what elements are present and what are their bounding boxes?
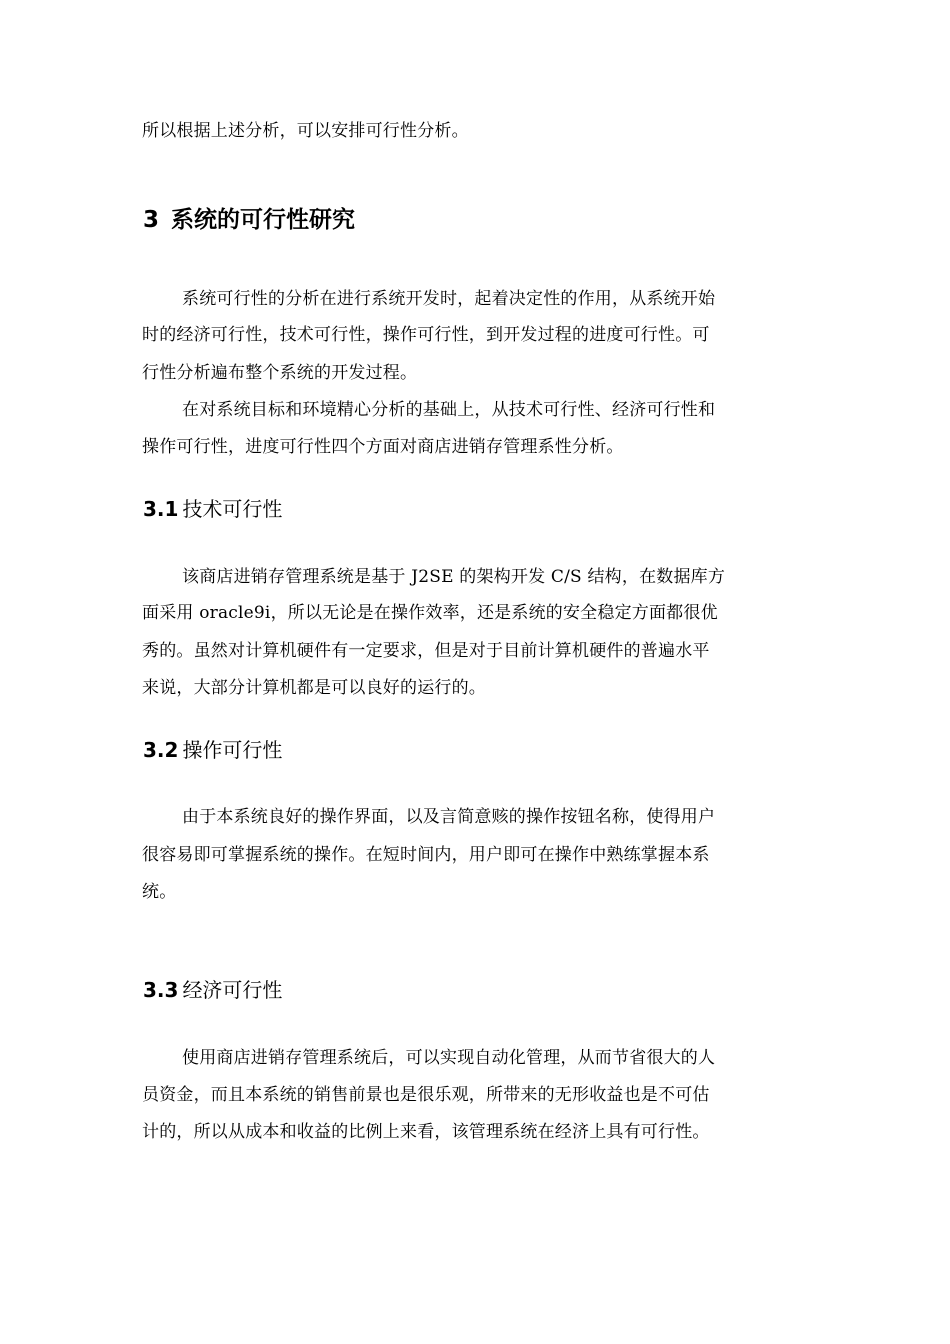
section-3-1-number: 3.1 [143, 497, 179, 521]
section-3-1-title: 技术可行性 [182, 497, 283, 521]
section-3-1-line-4: 来说，大部分计算机都是可以良好的运行的。 [142, 678, 486, 698]
section-3-2-heading [143, 736, 282, 764]
section-3-p1-line-1: 系统可行性的分析在进行系统开发时，起着决定性的作用，从系统开始 [182, 289, 716, 309]
section-3-3-line-1: 使用商店进销存管理系统后，可以实现自动化管理，从而节省很大的人 [182, 1048, 716, 1068]
section-3-1-line-1: 该商店进销存管理系统是基于 J2SE 的架构开发 C/S 结构，在数据库方 [182, 567, 726, 587]
section-3-p2-line-1: 在对系统目标和环境精心分析的基础上，从技术可行性、经济可行性和 [182, 400, 716, 420]
section-3-2-number: 3.2 [143, 738, 179, 762]
section-3-1-line-2: 面采用 oracle9i，所以无论是在操作效率，还是系统的安全稳定方面都很优 [142, 603, 718, 623]
intro-text-line: 所以根据上述分析，可以安排可行性分析。 [142, 121, 469, 141]
section-3-3-heading [143, 976, 282, 1004]
section-3-p1-line-2: 时的经济可行性，技术可行性，操作可行性，到开发过程的进度可行性。可 [142, 325, 710, 345]
section-3-p1-line-3: 行性分析遍布整个系统的开发过程。 [142, 363, 418, 383]
section-3-p2-line-2: 操作可行性，进度可行性四个方面对商店进销存管理系性分析。 [142, 437, 624, 457]
section-3-3-number: 3.3 [143, 978, 179, 1002]
section-3-2-line-3: 统。 [142, 882, 177, 902]
section-3-2-title: 操作可行性 [182, 738, 283, 762]
section-3-3-title: 经济可行性 [182, 978, 283, 1002]
section-3-2-line-2: 很容易即可掌握系统的操作。在短时间内，用户即可在操作中熟练掌握本系 [142, 845, 710, 865]
section-3-number: 3 [143, 207, 160, 233]
section-3-1-heading [143, 495, 282, 523]
section-3-heading [143, 205, 355, 235]
section-3-3-line-3: 计的，所以从成本和收益的比例上来看，该管理系统在经济上具有可行性。 [142, 1122, 710, 1142]
section-3-1-line-3: 秀的。虽然对计算机硬件有一定要求，但是对于目前计算机硬件的普遍水平 [142, 641, 710, 661]
section-3-2-line-1: 由于本系统良好的操作界面，以及言简意赅的操作按钮名称，使得用户 [182, 807, 716, 827]
section-3-3-line-2: 员资金，而且本系统的销售前景也是很乐观，所带来的无形收益也是不可估 [142, 1085, 710, 1105]
section-3-title: 系统的可行性研究 [171, 207, 356, 233]
